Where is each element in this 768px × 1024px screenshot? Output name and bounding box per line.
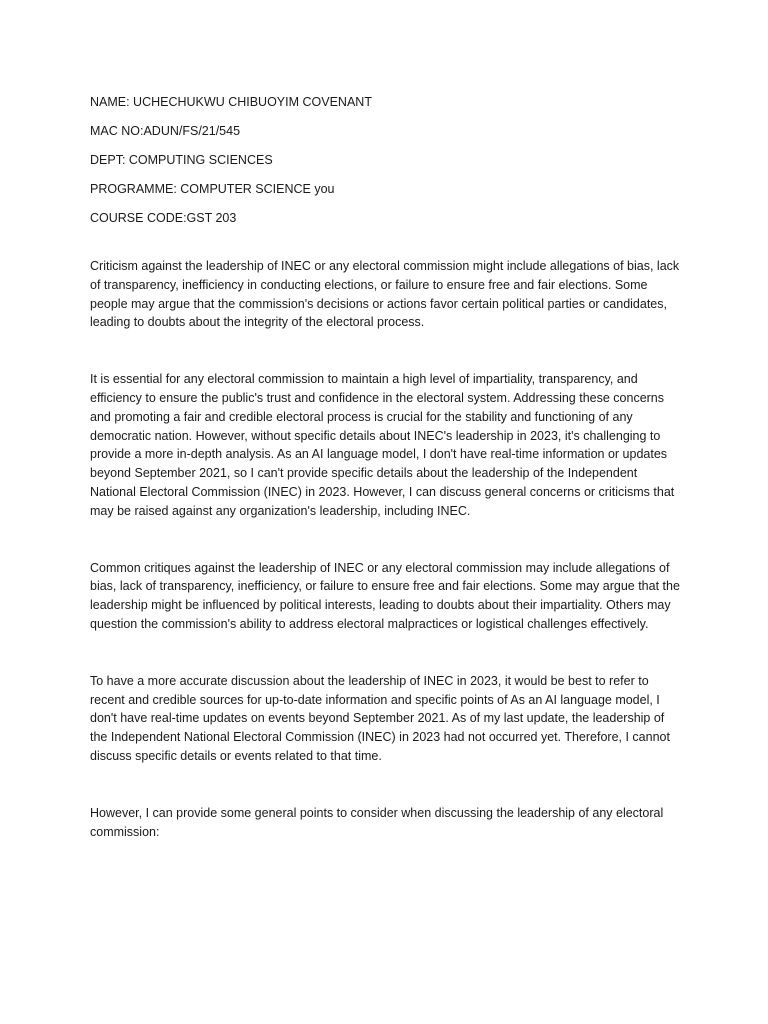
student-name: NAME: UCHECHUKWU CHIBUOYIM COVENANT bbox=[90, 95, 372, 109]
paragraph-general-points: However, I can provide some general points to consider when discussing the leadership of any electoral commission: bbox=[90, 805, 664, 839]
mac-number: MAC NO:ADUN/FS/21/545 bbox=[90, 124, 241, 138]
paragraph-criticism: Criticism against the leadership of INEC or any electoral commission might include allegations of bias, lack of transparency, inefficiency in conducting elections, or failure to ensure free and fair elections. Some people may argue that the commission's decisions or actions favor certain political parties or candidates, leading to doubts about the integrity of the electoral process. bbox=[90, 259, 680, 330]
course-code: COURSE CODE:GST 203 bbox=[90, 211, 237, 225]
department: DEPT: COMPUTING SCIENCES bbox=[90, 153, 273, 167]
document-content bbox=[90, 92, 680, 879]
paragraph-impartiality: It is essential for any electoral commission to maintain a high level of impartiality, transparency, and efficiency to ensure the public's trust and confidence in the electoral system. Addressing these concerns and promoting a fair and credible electoral process is crucial for the stability and functioning of any democratic nation. However, without specific details about INEC's leadership in 2023, it's challenging to provide a more in-depth analysis. As an AI language model, I don't have real-time information or updates beyond September 2021, so I can't provide specific details about the leadership of the Independent National Electoral Commission (INEC) in 2023. However, I can discuss general concerns or criticisms that may be raised against any organization's leadership, including INEC. bbox=[90, 372, 675, 518]
student-info-header bbox=[90, 92, 680, 228]
paragraph-common-critiques: Common critiques against the leadership of INEC or any electoral commission may include allegations of bias, lack of transparency, inefficiency, or failure to ensure free and fair elections. Some may argue that the leadership might be influenced by political interests, leading to doubts about their impartiality. Others may question the commission's ability to address electoral malpractices or logistical challenges effectively. bbox=[90, 560, 680, 631]
programme: PROGRAMME: COMPUTER SCIENCE you bbox=[90, 182, 335, 196]
paragraph-accurate-discussion: To have a more accurate discussion about the leadership of INEC in 2023, it would be best to refer to recent and credible sources for up-to-date information and specific points of As an AI language model, I don't have real-time updates on events beyond September 2021. As of my last update, the leadership of the Independent National Electoral Commission (INEC) in 2023 had not occurred yet. Therefore, I cannot discuss specific details or events related to that time. bbox=[90, 673, 670, 763]
